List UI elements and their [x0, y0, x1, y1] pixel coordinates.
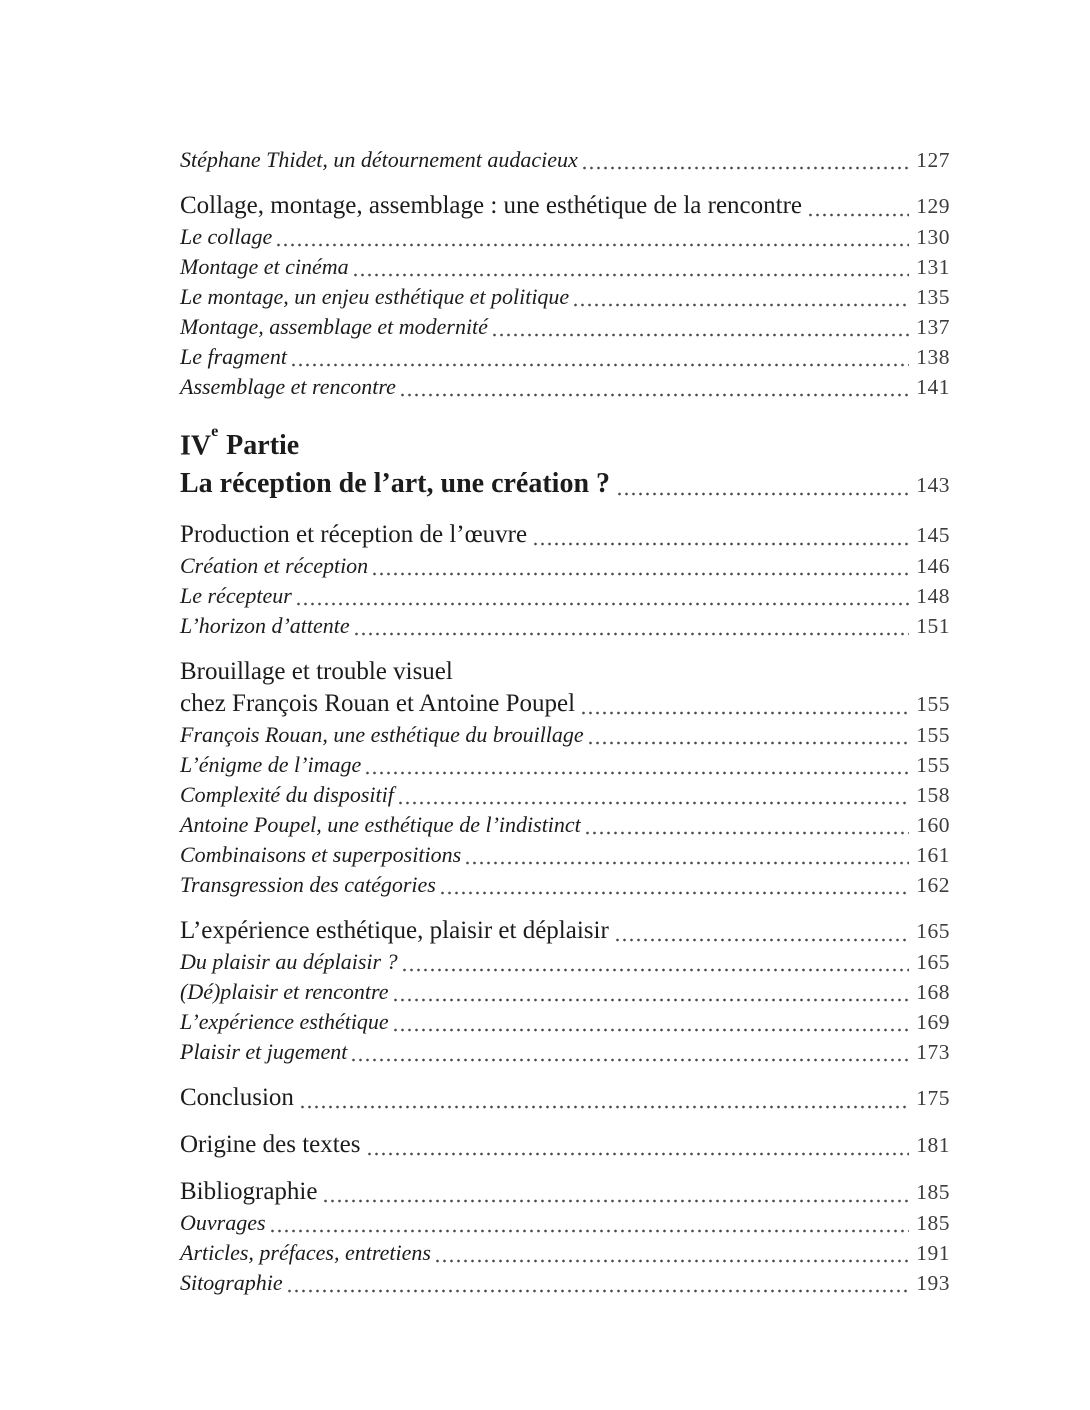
entry-label: Le récepteur [180, 583, 292, 609]
page-number: 155 [916, 723, 950, 748]
page-number: 191 [916, 1241, 950, 1266]
entry-label: Montage, assemblage et modernité [180, 314, 488, 339]
toc-entry [180, 519, 950, 551]
entry-label: Ouvrages [180, 1210, 266, 1236]
page-number: 155 [916, 753, 950, 778]
toc-entry [180, 1037, 950, 1067]
page-number: 169 [916, 1010, 950, 1035]
entry-label: Origine des textes [180, 1131, 361, 1159]
toc-entry [180, 870, 950, 900]
toc-entry [180, 342, 950, 372]
page-number: 155 [916, 692, 950, 717]
entry-label: La réception de l’art, une création ? [180, 468, 611, 500]
dot-leader [401, 393, 909, 397]
toc-entry [180, 190, 950, 222]
dot-leader [618, 492, 909, 496]
entry-label: François Rouan, une esthétique du brouillage [180, 722, 584, 748]
dot-leader [809, 213, 909, 217]
toc-entry [180, 252, 950, 282]
page-number: 165 [916, 919, 950, 944]
dot-leader [394, 998, 910, 1002]
toc-entry [180, 1268, 950, 1298]
entry-label: Articles, préfaces, entretiens [180, 1240, 431, 1266]
dot-leader [288, 1289, 910, 1293]
page-number: 162 [916, 873, 950, 898]
toc-entry [180, 551, 950, 581]
dot-leader [441, 891, 909, 895]
part-ordinal: e [211, 421, 219, 440]
page-number: 160 [916, 813, 950, 838]
entry-label: L’énigme de l’image [180, 752, 362, 778]
toc-entry-two-line [180, 656, 950, 720]
dot-leader [271, 1229, 910, 1233]
dot-leader [436, 1259, 909, 1263]
toc-entry [180, 222, 950, 252]
entry-label: Brouillage et trouble visuel [180, 658, 453, 686]
dot-leader [534, 542, 909, 546]
dot-leader [354, 273, 910, 277]
dot-leader [399, 801, 909, 805]
page-number: 175 [916, 1086, 950, 1111]
toc-entry [180, 581, 950, 611]
page-number: 185 [916, 1211, 950, 1236]
entry-label: Plaisir et jugement [180, 1039, 348, 1065]
toc-entry [180, 611, 950, 641]
entry-label: Sitographie [180, 1270, 283, 1296]
entry-label: Du plaisir au déplaisir ? [180, 949, 398, 975]
dot-leader [582, 711, 909, 715]
toc-entry [180, 1129, 950, 1161]
entry-label: Antoine Poupel, une esthétique de l’indistinct [180, 812, 581, 838]
toc-entry [180, 145, 950, 175]
dot-leader [583, 166, 910, 170]
page-number: 173 [916, 1040, 950, 1065]
dot-leader [301, 1105, 909, 1109]
entry-label: Assemblage et rencontre [180, 374, 396, 399]
toc-entry [180, 780, 950, 810]
entry-label: L’expérience esthétique [180, 1009, 389, 1035]
dot-leader [493, 333, 909, 337]
toc-entry [180, 1007, 950, 1037]
part-heading [180, 420, 950, 504]
entry-label-line1 [180, 656, 950, 688]
entry-label: Le collage [180, 224, 273, 249]
toc-entry [180, 810, 950, 840]
dot-leader [277, 243, 909, 247]
toc-entry [180, 688, 950, 720]
entry-label: (Dé)plaisir et rencontre [180, 979, 389, 1005]
page-number: 185 [916, 1180, 950, 1205]
entry-label: Production et réception de l’œuvre [180, 521, 528, 549]
page-number: 137 [916, 315, 950, 339]
toc-entry [180, 465, 950, 504]
dot-leader [368, 1152, 910, 1156]
page-number: 138 [916, 345, 950, 369]
toc-entry [180, 915, 950, 947]
toc-entry [180, 750, 950, 780]
page-number: 129 [916, 194, 950, 218]
entry-label: Stéphane Thidet, un détournement audacieux [180, 147, 578, 172]
toc-entry [180, 282, 950, 312]
dot-leader [297, 602, 909, 606]
entry-label: Combinaisons et superpositions [180, 842, 462, 868]
page-number: 143 [916, 473, 950, 498]
dot-leader [403, 968, 910, 972]
dot-leader [589, 741, 910, 745]
entry-label: Montage et cinéma [180, 254, 349, 279]
entry-label: Conclusion [180, 1084, 294, 1112]
entry-label: Complexité du dispositif [180, 782, 394, 808]
page-number: 130 [916, 225, 950, 249]
dot-leader [394, 1028, 910, 1032]
toc-entry [180, 372, 950, 402]
page-number: 146 [916, 554, 950, 579]
page-number: 151 [916, 614, 950, 639]
page-number: 145 [916, 523, 950, 548]
page-number: 158 [916, 783, 950, 808]
toc-entry [180, 1176, 950, 1208]
toc-entry [180, 1082, 950, 1114]
page-number: 168 [916, 980, 950, 1005]
toc-entry [180, 312, 950, 342]
part-heading-line [180, 420, 950, 465]
dot-leader [466, 861, 909, 865]
entry-label: Création et réception [180, 553, 369, 579]
page-number: 141 [916, 375, 950, 399]
entry-label: L’horizon d’attente [180, 613, 350, 639]
page-number: 181 [916, 1133, 950, 1158]
toc-entry [180, 840, 950, 870]
page-number: 161 [916, 843, 950, 868]
entry-label: chez François Rouan et Antoine Poupel [180, 690, 576, 718]
dot-leader [586, 831, 909, 835]
entry-label: Bibliographie [180, 1178, 318, 1206]
page-number: 148 [916, 584, 950, 609]
dot-leader [373, 572, 909, 576]
dot-leader [324, 1199, 909, 1203]
table-of-contents [180, 145, 950, 1298]
page-number: 131 [916, 255, 950, 279]
dot-leader [574, 303, 909, 307]
dot-leader [616, 938, 909, 942]
entry-label: Collage, montage, assemblage : une esthétique de la rencontre [180, 192, 802, 219]
entry-label: Le fragment [180, 344, 287, 369]
part-number: IV [180, 430, 212, 462]
page-number: 135 [916, 285, 950, 309]
toc-entry [180, 947, 950, 977]
dot-leader [366, 771, 909, 775]
dot-leader [292, 363, 909, 367]
toc-entry [180, 977, 950, 1007]
entry-label: Le montage, un enjeu esthétique et politique [180, 284, 570, 309]
page-number: 165 [916, 950, 950, 975]
toc-entry [180, 1208, 950, 1238]
dot-leader [352, 1058, 909, 1062]
page-number: 127 [916, 148, 950, 172]
dot-leader [355, 632, 910, 636]
toc-entry [180, 720, 950, 750]
page-number: 193 [916, 1271, 950, 1296]
entry-label: Transgression des catégories [180, 872, 436, 898]
entry-label: L’expérience esthétique, plaisir et déplaisir [180, 917, 609, 945]
toc-entry [180, 1238, 950, 1268]
part-word: Partie [226, 430, 300, 462]
